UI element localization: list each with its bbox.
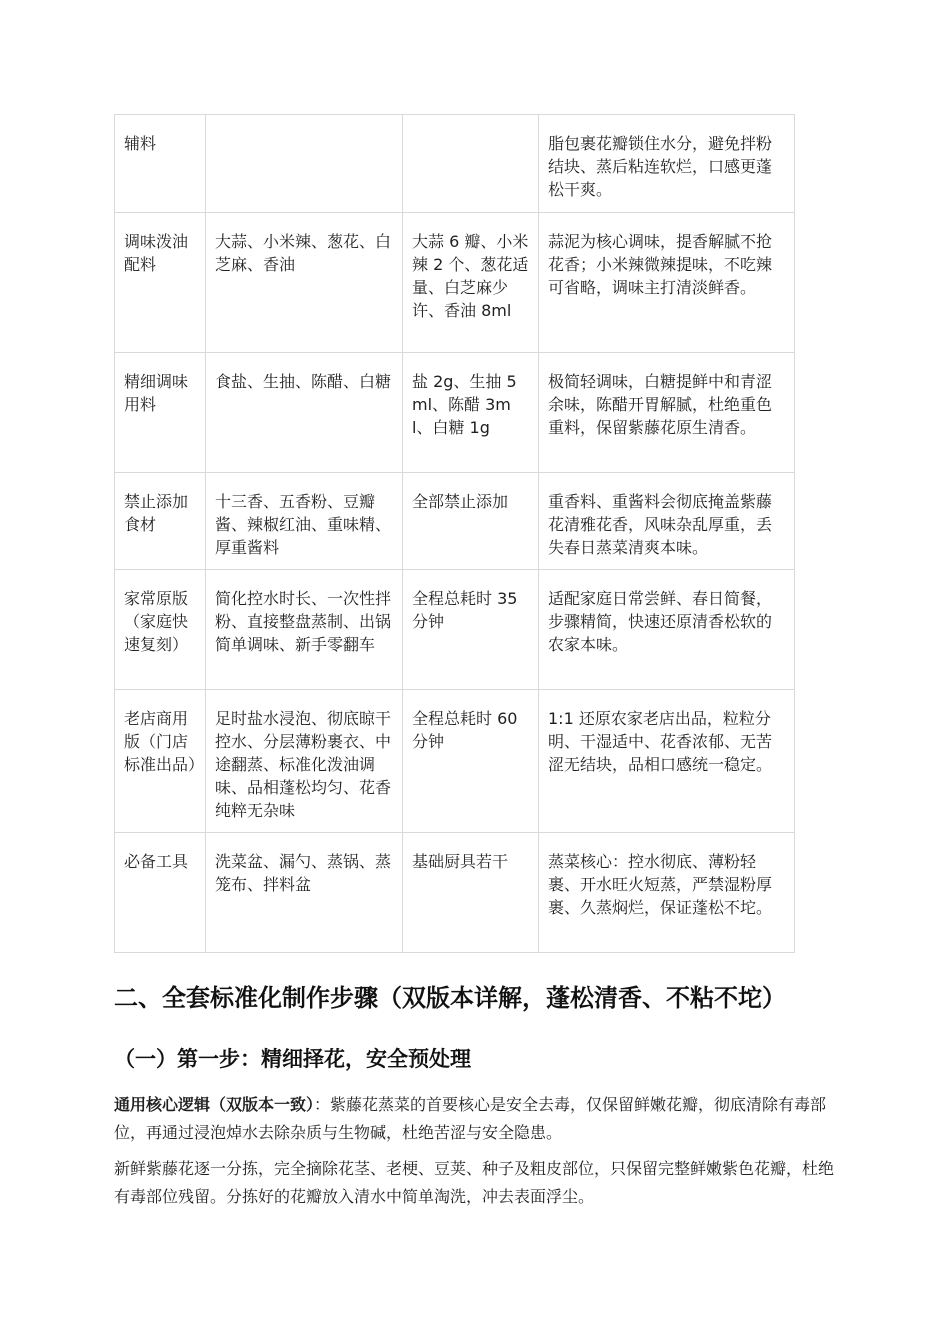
sorting-paragraph: 新鲜紫藤花逐一分拣，完全摘除花茎、老梗、豆荚、种子及粗皮部位，只保留完整鲜嫩紫色花瓣，杜绝有毒部位残留。分拣好的花瓣放入清水中简单淘洗，冲去表面浮尘。	[114, 1159, 835, 1206]
table-cell: 足时盐水浸泡、彻底晾干控水、分层薄粉裹衣、中途翻蒸、标准化泼油调味、品相蓬松均匀、花香纯粹无杂味	[206, 690, 403, 833]
table-cell: 脂包裹花瓣锁住水分，避免拌粉结块、蒸后粘连软烂，口感更蓬松干爽。	[539, 115, 795, 213]
table-cell	[403, 115, 539, 213]
table-cell: 禁止添加食材	[115, 473, 206, 570]
section-heading: 二、全套标准化制作步骤（双版本详解，蓬松清香、不粘不坨）	[114, 984, 786, 1012]
table-cell: 调味泼油配料	[115, 213, 206, 353]
table-cell	[206, 115, 403, 213]
table-row	[115, 570, 795, 690]
table-cell: 老店商用版（门店标准出品）	[115, 690, 206, 833]
table-row	[115, 833, 795, 953]
table-cell: 极简轻调味，白糖提鲜中和青涩余味，陈醋开胃解腻，杜绝重色重料，保留紫藤花原生清香。	[539, 353, 795, 473]
table-cell: 适配家庭日常尝鲜、春日简餐，步骤精简，快速还原清香松软的农家本味。	[539, 570, 795, 690]
table-cell: 盐 2g、生抽 5ml、陈醋 3ml、白糖 1g	[403, 353, 539, 473]
table-cell: 基础厨具若干	[403, 833, 539, 953]
table-cell: 全程总耗时 35 分钟	[403, 570, 539, 690]
table-cell: 洗菜盆、漏勺、蒸锅、蒸笼布、拌料盆	[206, 833, 403, 953]
table-row	[115, 473, 795, 570]
step-heading: （一）第一步：精细择花，安全预处理	[114, 1047, 471, 1071]
table-cell: 辅料	[115, 115, 206, 213]
table-cell: 家常原版（家庭快速复刻）	[115, 570, 206, 690]
table-row	[115, 115, 795, 213]
table-cell: 1:1 还原农家老店出品，粒粒分明、干湿适中、花香浓郁、无苦涩无结块，品相口感统一稳定。	[539, 690, 795, 833]
table-cell: 大蒜、小米辣、葱花、白芝麻、香油	[206, 213, 403, 353]
table-cell: 必备工具	[115, 833, 206, 953]
table-cell: 全程总耗时 60 分钟	[403, 690, 539, 833]
core-logic-text: ：紫藤花蒸菜的首要核心是安全去毒，仅保留鲜嫩花瓣，彻底清除有毒部位，再通过浸泡焯水去除杂质与生物碱，杜绝苦涩与安全隐患。	[114, 1095, 827, 1142]
table-row	[115, 353, 795, 473]
table-row	[115, 690, 795, 833]
core-logic-paragraph	[114, 1091, 836, 1147]
table-cell: 十三香、五香粉、豆瓣酱、辣椒红油、重味精、厚重酱料	[206, 473, 403, 570]
table-cell: 重香料、重酱料会彻底掩盖紫藤花清雅花香，风味杂乱厚重，丢失春日蒸菜清爽本味。	[539, 473, 795, 570]
core-logic-lead: 通用核心逻辑（双版本一致）	[114, 1095, 315, 1114]
table-row	[115, 213, 795, 353]
table-cell: 蒜泥为核心调味，提香解腻不抢花香；小米辣微辣提味，不吃辣可省略，调味主打清淡鲜香。	[539, 213, 795, 353]
table-cell: 精细调味用料	[115, 353, 206, 473]
ingredients-table	[114, 114, 795, 953]
table-cell: 食盐、生抽、陈醋、白糖	[206, 353, 403, 473]
table-cell: 简化控水时长、一次性拌粉、直接整盘蒸制、出锅简单调味、新手零翻车	[206, 570, 403, 690]
table-cell: 蒸菜核心：控水彻底、薄粉轻裹、开水旺火短蒸，严禁湿粉厚裹、久蒸焖烂，保证蓬松不坨。	[539, 833, 795, 953]
table-cell: 大蒜 6 瓣、小米辣 2 个、葱花适量、白芝麻少许、香油 8ml	[403, 213, 539, 353]
table-cell: 全部禁止添加	[403, 473, 539, 570]
